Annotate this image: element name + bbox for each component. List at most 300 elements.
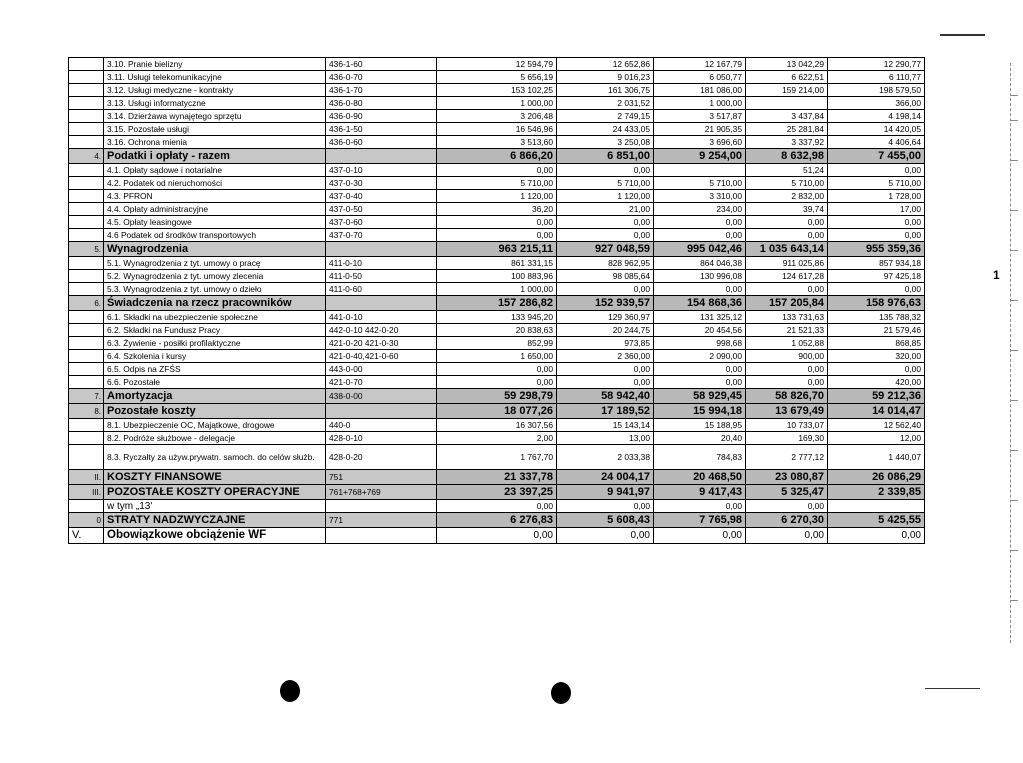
value-cell: 0,00 (557, 500, 654, 513)
row-number (69, 337, 104, 350)
value-cell: 21 579,46 (828, 324, 925, 337)
account-code: 442-0-10 442-0-20 (326, 324, 437, 337)
row-number (69, 84, 104, 97)
row-label: 4.3. PFRON (104, 190, 326, 203)
value-cell: 0,00 (746, 528, 828, 544)
row-label: 6.4. Szkolenia i kursy (104, 350, 326, 363)
value-cell: 21,00 (557, 203, 654, 216)
value-cell: 6 622,51 (746, 71, 828, 84)
value-cell: 14 014,47 (828, 404, 925, 419)
table-row (69, 177, 925, 190)
account-code (326, 149, 437, 164)
value-cell: 998,68 (654, 337, 746, 350)
value-cell: 2 360,00 (557, 350, 654, 363)
account-code: 437-0-50 (326, 203, 437, 216)
value-cell: 0,00 (557, 528, 654, 544)
value-cell: 5 656,19 (437, 71, 557, 84)
value-cell: 0,00 (654, 216, 746, 229)
edge-tick (1010, 450, 1018, 451)
value-cell: 1 440,07 (828, 445, 925, 470)
value-cell: 0,00 (746, 500, 828, 513)
value-cell: 0,00 (437, 528, 557, 544)
value-cell: 5 710,00 (557, 177, 654, 190)
value-cell: 3 513,60 (437, 136, 557, 149)
row-number (69, 363, 104, 376)
edge-tick (1010, 250, 1018, 251)
account-code: 421-0-70 (326, 376, 437, 389)
value-cell: 8 632,98 (746, 149, 828, 164)
value-cell: 955 359,36 (828, 242, 925, 257)
value-cell: 6 050,77 (654, 71, 746, 84)
value-cell: 13 679,49 (746, 404, 828, 419)
value-cell: 12,00 (828, 432, 925, 445)
value-cell: 420,00 (828, 376, 925, 389)
value-cell: 25 281,84 (746, 123, 828, 136)
row-label: 6.2. Składki na Fundusz Pracy (104, 324, 326, 337)
value-cell: 157 205,84 (746, 296, 828, 311)
value-cell: 97 425,18 (828, 270, 925, 283)
value-cell: 6 110,77 (828, 71, 925, 84)
table-row (69, 203, 925, 216)
table-row (69, 363, 925, 376)
value-cell: 20 454,56 (654, 324, 746, 337)
cost-table (68, 57, 925, 544)
value-cell: 2 832,00 (746, 190, 828, 203)
value-cell: 0,00 (437, 376, 557, 389)
table-body (69, 58, 925, 544)
value-cell: 0,00 (557, 216, 654, 229)
row-number (69, 445, 104, 470)
value-cell: 13 042,29 (746, 58, 828, 71)
value-cell: 1 120,00 (557, 190, 654, 203)
row-number (69, 71, 104, 84)
row-label: 6.3. Żywienie - posiłki profilaktyczne (104, 337, 326, 350)
value-cell: 12 290,77 (828, 58, 925, 71)
account-code: 421-0-20 421-0-30 (326, 337, 437, 350)
value-cell: 2,00 (437, 432, 557, 445)
value-cell: 0,00 (557, 363, 654, 376)
row-number (69, 419, 104, 432)
account-code: 421-0-40,421-0-60 (326, 350, 437, 363)
value-cell: 4 198,14 (828, 110, 925, 123)
value-cell: 3 337,92 (746, 136, 828, 149)
value-cell: 0,00 (437, 363, 557, 376)
value-cell: 5 710,00 (828, 177, 925, 190)
value-cell (828, 500, 925, 513)
account-code: 437-0-60 (326, 216, 437, 229)
account-code: 428-0-10 (326, 432, 437, 445)
group-row (69, 296, 925, 311)
row-number (69, 136, 104, 149)
value-cell: 234,00 (654, 203, 746, 216)
value-cell: 133 731,63 (746, 311, 828, 324)
value-cell: 3 696,60 (654, 136, 746, 149)
value-cell: 927 048,59 (557, 242, 654, 257)
value-cell: 0,00 (654, 376, 746, 389)
value-cell: 0,00 (654, 229, 746, 242)
value-cell: 0,00 (828, 528, 925, 544)
table-row (69, 123, 925, 136)
value-cell: 857 934,18 (828, 257, 925, 270)
row-label: Pozostałe koszty (104, 404, 326, 419)
row-label: 3.14. Dzierżawa wynajętego sprzętu (104, 110, 326, 123)
table-row (69, 350, 925, 363)
table-row (69, 229, 925, 242)
value-cell: 864 046,38 (654, 257, 746, 270)
edge-tick (1010, 300, 1018, 301)
table-row (69, 445, 925, 470)
value-cell: 9 254,00 (654, 149, 746, 164)
row-label: POZOSTAŁE KOSZTY OPERACYJNE (104, 485, 326, 500)
row-number: III. (69, 485, 104, 500)
row-number (69, 311, 104, 324)
row-label: 4.1. Opłaty sądowe i notarialne (104, 164, 326, 177)
row-number: V. (69, 528, 104, 544)
row-number: 0 (69, 513, 104, 528)
value-cell: 17,00 (828, 203, 925, 216)
value-cell: 4 406,64 (828, 136, 925, 149)
value-cell: 12 652,86 (557, 58, 654, 71)
value-cell: 130 996,08 (654, 270, 746, 283)
row-number (69, 110, 104, 123)
table-row (69, 71, 925, 84)
value-cell: 2 777,12 (746, 445, 828, 470)
value-cell: 3 437,84 (746, 110, 828, 123)
value-cell: 366,00 (828, 97, 925, 110)
row-label: 6.6. Pozostałe (104, 376, 326, 389)
value-cell: 20 468,50 (654, 470, 746, 485)
value-cell: 51,24 (746, 164, 828, 177)
edge-tick (1010, 550, 1018, 551)
account-code: 437-0-40 (326, 190, 437, 203)
value-cell: 5 608,43 (557, 513, 654, 528)
value-cell: 7 455,00 (828, 149, 925, 164)
value-cell: 0,00 (557, 229, 654, 242)
value-cell: 154 868,36 (654, 296, 746, 311)
margin-mark: 1 (993, 268, 1000, 282)
row-label: 4.2. Podatek od nieruchomości (104, 177, 326, 190)
value-cell: 152 939,57 (557, 296, 654, 311)
value-cell: 169,30 (746, 432, 828, 445)
row-number (69, 229, 104, 242)
value-cell: 0,00 (746, 229, 828, 242)
group-row (69, 404, 925, 419)
account-code (326, 500, 437, 513)
value-cell: 6 276,83 (437, 513, 557, 528)
account-code: 411-0-60 (326, 283, 437, 296)
row-label: 3.16. Ochrona mienia (104, 136, 326, 149)
value-cell: 14 420,05 (828, 123, 925, 136)
value-cell: 36,20 (437, 203, 557, 216)
account-code (326, 296, 437, 311)
value-cell: 0,00 (828, 229, 925, 242)
row-label: Świadczenia na rzecz pracowników (104, 296, 326, 311)
account-code: 436-1-50 (326, 123, 437, 136)
table-row (69, 164, 925, 177)
row-number (69, 376, 104, 389)
table-row (69, 97, 925, 110)
value-cell: 0,00 (746, 216, 828, 229)
row-number (69, 177, 104, 190)
value-cell: 0,00 (828, 283, 925, 296)
value-cell: 1 650,00 (437, 350, 557, 363)
value-cell: 24 004,17 (557, 470, 654, 485)
value-cell: 9 941,97 (557, 485, 654, 500)
row-label: 3.12. Usługi medyczne - kontrakty (104, 84, 326, 97)
edge-tick (1010, 95, 1018, 96)
table-row (69, 84, 925, 97)
account-code: 751 (326, 470, 437, 485)
row-number: 7. (69, 389, 104, 404)
row-number: 8. (69, 404, 104, 419)
value-cell: 2 031,52 (557, 97, 654, 110)
table-row (69, 376, 925, 389)
account-code: 438-0-00 (326, 389, 437, 404)
scan-dash-top (940, 34, 985, 36)
row-number (69, 270, 104, 283)
row-number: II. (69, 470, 104, 485)
row-label: Wynagrodzenia (104, 242, 326, 257)
value-cell: 58 826,70 (746, 389, 828, 404)
edge-tick (1010, 400, 1018, 401)
value-cell: 828 962,95 (557, 257, 654, 270)
value-cell: 3 517,87 (654, 110, 746, 123)
value-cell: 15 188,95 (654, 419, 746, 432)
value-cell: 0,00 (828, 363, 925, 376)
group-row (69, 470, 925, 485)
row-label: STRATY NADZWYCZAJNE (104, 513, 326, 528)
value-cell: 16 546,96 (437, 123, 557, 136)
value-cell: 2 339,85 (828, 485, 925, 500)
row-label: 4.4. Opłaty administracyjne (104, 203, 326, 216)
value-cell: 20 838,63 (437, 324, 557, 337)
row-label: 6.1. Składki na ubezpieczenie społeczne (104, 311, 326, 324)
row-label: 4.6 Podatek od środków transportowych (104, 229, 326, 242)
value-cell: 0,00 (654, 500, 746, 513)
row-number: 5. (69, 242, 104, 257)
value-cell: 131 325,12 (654, 311, 746, 324)
value-cell: 1 000,00 (437, 97, 557, 110)
value-cell: 12 167,79 (654, 58, 746, 71)
table-row (69, 216, 925, 229)
value-cell: 98 085,64 (557, 270, 654, 283)
account-code (326, 242, 437, 257)
table-row (69, 432, 925, 445)
value-cell: 0,00 (828, 164, 925, 177)
row-label: 5.3. Wynagrodzenia z tyt. umowy o dzieło (104, 283, 326, 296)
value-cell: 161 306,75 (557, 84, 654, 97)
value-cell: 12 562,40 (828, 419, 925, 432)
value-cell: 157 286,82 (437, 296, 557, 311)
value-cell: 100 883,96 (437, 270, 557, 283)
row-label: 5.1. Wynagrodzenia z tyt. umowy o pracę (104, 257, 326, 270)
edge-tick (1010, 160, 1018, 161)
account-code: 436-0-60 (326, 136, 437, 149)
value-cell: 59 298,79 (437, 389, 557, 404)
value-cell: 0,00 (828, 216, 925, 229)
value-cell: 3 310,00 (654, 190, 746, 203)
value-cell: 5 425,55 (828, 513, 925, 528)
value-cell: 39,74 (746, 203, 828, 216)
value-cell: 861 331,15 (437, 257, 557, 270)
value-cell: 911 025,86 (746, 257, 828, 270)
value-cell: 13,00 (557, 432, 654, 445)
edge-tick (1010, 600, 1018, 601)
value-cell: 24 433,05 (557, 123, 654, 136)
table-row (69, 58, 925, 71)
value-cell: 0,00 (437, 500, 557, 513)
account-code: 437-0-30 (326, 177, 437, 190)
value-cell: 852,99 (437, 337, 557, 350)
row-number (69, 324, 104, 337)
value-cell: 21 905,35 (654, 123, 746, 136)
value-cell: 58 942,40 (557, 389, 654, 404)
value-cell: 18 077,26 (437, 404, 557, 419)
account-code: 441-0-10 (326, 311, 437, 324)
value-cell: 1 728,00 (828, 190, 925, 203)
account-code: 771 (326, 513, 437, 528)
row-number (69, 350, 104, 363)
account-code (326, 404, 437, 419)
row-label: 6.5. Odpis na ZFŚS (104, 363, 326, 376)
row-number (69, 190, 104, 203)
value-cell: 0,00 (746, 283, 828, 296)
table-row (69, 190, 925, 203)
group-row (69, 513, 925, 528)
value-cell (654, 164, 746, 177)
value-cell: 5 710,00 (746, 177, 828, 190)
value-cell: 5 710,00 (654, 177, 746, 190)
value-cell: 1 052,88 (746, 337, 828, 350)
value-cell: 153 102,25 (437, 84, 557, 97)
account-code: 440-0 (326, 419, 437, 432)
value-cell: 7 765,98 (654, 513, 746, 528)
value-cell: 5 325,47 (746, 485, 828, 500)
value-cell: 973,85 (557, 337, 654, 350)
value-cell: 6 270,30 (746, 513, 828, 528)
value-cell: 2 749,15 (557, 110, 654, 123)
table-row (69, 337, 925, 350)
scan-dash-bottom (925, 688, 980, 689)
row-number (69, 97, 104, 110)
scan-dot-left (280, 680, 300, 702)
account-code: 436-0-70 (326, 71, 437, 84)
row-number (69, 257, 104, 270)
table-row (69, 324, 925, 337)
row-number (69, 164, 104, 177)
row-label: 3.11. Usługi telekomunikacyjne (104, 71, 326, 84)
row-number (69, 432, 104, 445)
row-label: 3.13. Usługi informatyczne (104, 97, 326, 110)
edge-tick (1010, 210, 1018, 211)
value-cell: 1 000,00 (654, 97, 746, 110)
value-cell: 133 945,20 (437, 311, 557, 324)
account-code: 436-1-60 (326, 58, 437, 71)
row-label: 8.3. Ryczałty za używ.prywatn. samoch. do celów służb. (104, 445, 326, 470)
value-cell: 6 866,20 (437, 149, 557, 164)
account-code: 443-0-00 (326, 363, 437, 376)
row-label: 8.1. Ubezpieczenie OC, Majątkowe, drogowe (104, 419, 326, 432)
value-cell: 0,00 (654, 363, 746, 376)
row-number (69, 283, 104, 296)
account-code: 437-0-70 (326, 229, 437, 242)
value-cell: 21 521,33 (746, 324, 828, 337)
value-cell: 9 417,43 (654, 485, 746, 500)
value-cell: 17 189,52 (557, 404, 654, 419)
value-cell: 12 594,79 (437, 58, 557, 71)
table-row (69, 110, 925, 123)
value-cell: 2 033,38 (557, 445, 654, 470)
scan-dot-right (551, 682, 571, 704)
value-cell: 784,83 (654, 445, 746, 470)
value-cell: 0,00 (654, 528, 746, 544)
value-cell: 15 143,14 (557, 419, 654, 432)
row-number (69, 58, 104, 71)
row-label: KOSZTY FINANSOWE (104, 470, 326, 485)
row-label: Obowiązkowe obciążenie WF (104, 528, 326, 544)
row-label: Amortyzacja (104, 389, 326, 404)
row-number: 6. (69, 296, 104, 311)
account-code: 436-1-70 (326, 84, 437, 97)
value-cell: 868,85 (828, 337, 925, 350)
table-row (69, 500, 925, 513)
table-row (69, 257, 925, 270)
group-row (69, 389, 925, 404)
value-cell: 0,00 (437, 164, 557, 177)
value-cell: 963 215,11 (437, 242, 557, 257)
value-cell: 0,00 (746, 363, 828, 376)
table-row (69, 136, 925, 149)
value-cell: 20 244,75 (557, 324, 654, 337)
value-cell: 0,00 (654, 283, 746, 296)
value-cell: 135 788,32 (828, 311, 925, 324)
value-cell: 124 617,28 (746, 270, 828, 283)
value-cell: 181 086,00 (654, 84, 746, 97)
row-number (69, 203, 104, 216)
value-cell: 5 710,00 (437, 177, 557, 190)
group-row (69, 242, 925, 257)
value-cell: 21 337,78 (437, 470, 557, 485)
row-label: 3.10. Pranie bielizny (104, 58, 326, 71)
row-label: w tym „13' (104, 500, 326, 513)
value-cell: 3 206,48 (437, 110, 557, 123)
value-cell: 59 212,36 (828, 389, 925, 404)
value-cell: 3 250,08 (557, 136, 654, 149)
value-cell: 159 214,00 (746, 84, 828, 97)
row-label: 5.2. Wynagrodzenia z tyt. umowy zlecenia (104, 270, 326, 283)
value-cell: 20,40 (654, 432, 746, 445)
account-code: 436-0-90 (326, 110, 437, 123)
value-cell: 900,00 (746, 350, 828, 363)
table-row (69, 311, 925, 324)
value-cell: 1 767,70 (437, 445, 557, 470)
group-row (69, 149, 925, 164)
value-cell: 320,00 (828, 350, 925, 363)
table-row (69, 419, 925, 432)
value-cell: 0,00 (557, 376, 654, 389)
edge-tick (1010, 500, 1018, 501)
value-cell: 23 080,87 (746, 470, 828, 485)
account-code: 437-0-10 (326, 164, 437, 177)
table-row (69, 270, 925, 283)
edge-tick (1010, 120, 1018, 121)
value-cell: 58 929,45 (654, 389, 746, 404)
value-cell: 6 851,00 (557, 149, 654, 164)
account-code (326, 528, 437, 544)
value-cell: 1 000,00 (437, 283, 557, 296)
value-cell: 23 397,25 (437, 485, 557, 500)
account-code: 411-0-50 (326, 270, 437, 283)
